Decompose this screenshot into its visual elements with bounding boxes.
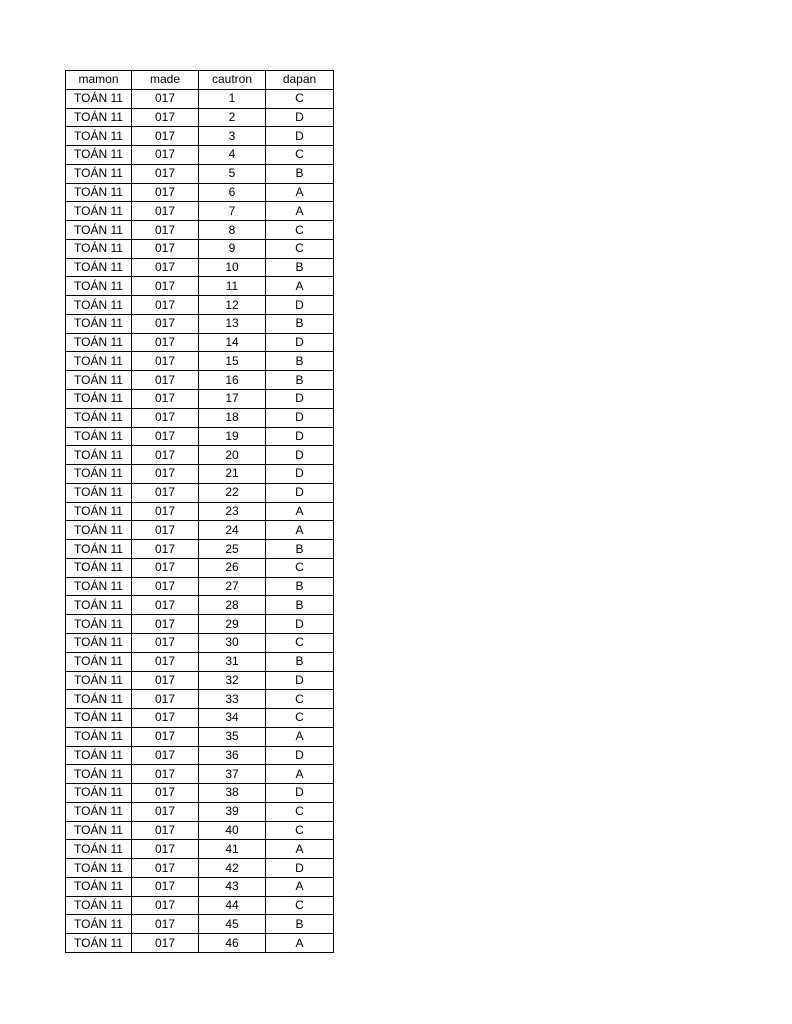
table-row (66, 840, 334, 859)
cell-mamon: TOÁN 11 (66, 258, 132, 277)
table-row (66, 427, 334, 446)
cell-mamon: TOÁN 11 (66, 277, 132, 296)
cell-mamon: TOÁN 11 (66, 127, 132, 146)
cell-dapan: B (266, 258, 334, 277)
cell-dapan: D (266, 784, 334, 803)
table-row (66, 483, 334, 502)
cell-mamon: TOÁN 11 (66, 408, 132, 427)
cell-dapan: D (266, 859, 334, 878)
header-row (66, 71, 334, 90)
cell-dapan: D (266, 296, 334, 315)
cell-dapan: A (266, 765, 334, 784)
cell-mamon: TOÁN 11 (66, 296, 132, 315)
table-row (66, 502, 334, 521)
cell-mamon: TOÁN 11 (66, 427, 132, 446)
cell-mamon: TOÁN 11 (66, 483, 132, 502)
cell-dapan: D (266, 746, 334, 765)
cell-cautron: 40 (199, 821, 266, 840)
cell-mamon: TOÁN 11 (66, 859, 132, 878)
cell-made: 017 (132, 596, 199, 615)
cell-cautron: 22 (199, 483, 266, 502)
cell-mamon: TOÁN 11 (66, 521, 132, 540)
cell-mamon: TOÁN 11 (66, 690, 132, 709)
cell-cautron: 4 (199, 146, 266, 165)
table-row (66, 146, 334, 165)
cell-cautron: 20 (199, 446, 266, 465)
column-header-made: made (132, 71, 199, 90)
cell-cautron: 43 (199, 877, 266, 896)
cell-made: 017 (132, 577, 199, 596)
table-row (66, 896, 334, 915)
table-row (66, 221, 334, 240)
cell-made: 017 (132, 352, 199, 371)
cell-dapan: C (266, 821, 334, 840)
cell-made: 017 (132, 146, 199, 165)
table-row (66, 465, 334, 484)
cell-made: 017 (132, 446, 199, 465)
cell-cautron: 7 (199, 202, 266, 221)
cell-dapan: C (266, 709, 334, 728)
cell-cautron: 35 (199, 727, 266, 746)
cell-dapan: B (266, 352, 334, 371)
cell-cautron: 26 (199, 558, 266, 577)
cell-dapan: C (266, 558, 334, 577)
table-row (66, 314, 334, 333)
cell-dapan: A (266, 202, 334, 221)
cell-made: 017 (132, 671, 199, 690)
cell-made: 017 (132, 615, 199, 634)
cell-made: 017 (132, 784, 199, 803)
cell-cautron: 21 (199, 465, 266, 484)
cell-made: 017 (132, 89, 199, 108)
cell-made: 017 (132, 840, 199, 859)
cell-dapan: A (266, 183, 334, 202)
cell-made: 017 (132, 258, 199, 277)
cell-cautron: 34 (199, 709, 266, 728)
cell-dapan: C (266, 896, 334, 915)
cell-made: 017 (132, 896, 199, 915)
cell-made: 017 (132, 934, 199, 953)
cell-cautron: 19 (199, 427, 266, 446)
cell-cautron: 46 (199, 934, 266, 953)
cell-mamon: TOÁN 11 (66, 371, 132, 390)
cell-cautron: 9 (199, 239, 266, 258)
cell-made: 017 (132, 408, 199, 427)
cell-cautron: 25 (199, 540, 266, 559)
cell-made: 017 (132, 652, 199, 671)
cell-dapan: B (266, 164, 334, 183)
table-row (66, 784, 334, 803)
table-row (66, 296, 334, 315)
cell-dapan: A (266, 502, 334, 521)
cell-dapan: C (266, 690, 334, 709)
cell-dapan: B (266, 371, 334, 390)
cell-mamon: TOÁN 11 (66, 671, 132, 690)
cell-made: 017 (132, 859, 199, 878)
cell-cautron: 5 (199, 164, 266, 183)
cell-mamon: TOÁN 11 (66, 765, 132, 784)
cell-mamon: TOÁN 11 (66, 802, 132, 821)
cell-dapan: D (266, 446, 334, 465)
cell-dapan: C (266, 146, 334, 165)
cell-cautron: 42 (199, 859, 266, 878)
table-row (66, 671, 334, 690)
table-row (66, 239, 334, 258)
table-row (66, 446, 334, 465)
cell-cautron: 38 (199, 784, 266, 803)
cell-made: 017 (132, 127, 199, 146)
cell-dapan: B (266, 596, 334, 615)
cell-mamon: TOÁN 11 (66, 558, 132, 577)
table-row (66, 765, 334, 784)
table-row (66, 521, 334, 540)
cell-dapan: C (266, 221, 334, 240)
cell-made: 017 (132, 108, 199, 127)
cell-cautron: 36 (199, 746, 266, 765)
table-row (66, 859, 334, 878)
cell-dapan: D (266, 390, 334, 409)
table-row (66, 915, 334, 934)
table-row (66, 258, 334, 277)
table-row (66, 577, 334, 596)
cell-mamon: TOÁN 11 (66, 896, 132, 915)
cell-cautron: 16 (199, 371, 266, 390)
table-row (66, 408, 334, 427)
cell-mamon: TOÁN 11 (66, 633, 132, 652)
cell-mamon: TOÁN 11 (66, 709, 132, 728)
cell-mamon: TOÁN 11 (66, 727, 132, 746)
table-row (66, 390, 334, 409)
cell-made: 017 (132, 915, 199, 934)
cell-made: 017 (132, 296, 199, 315)
cell-mamon: TOÁN 11 (66, 333, 132, 352)
cell-mamon: TOÁN 11 (66, 540, 132, 559)
table-row (66, 558, 334, 577)
cell-cautron: 12 (199, 296, 266, 315)
cell-cautron: 6 (199, 183, 266, 202)
table-row (66, 183, 334, 202)
cell-mamon: TOÁN 11 (66, 465, 132, 484)
cell-mamon: TOÁN 11 (66, 502, 132, 521)
cell-made: 017 (132, 239, 199, 258)
cell-cautron: 37 (199, 765, 266, 784)
cell-made: 017 (132, 465, 199, 484)
cell-mamon: TOÁN 11 (66, 821, 132, 840)
cell-cautron: 24 (199, 521, 266, 540)
table-row (66, 352, 334, 371)
table-row (66, 802, 334, 821)
table-row (66, 371, 334, 390)
cell-made: 017 (132, 164, 199, 183)
cell-dapan: A (266, 934, 334, 953)
cell-mamon: TOÁN 11 (66, 784, 132, 803)
cell-dapan: D (266, 483, 334, 502)
cell-dapan: B (266, 314, 334, 333)
cell-made: 017 (132, 314, 199, 333)
cell-cautron: 27 (199, 577, 266, 596)
cell-made: 017 (132, 221, 199, 240)
cell-made: 017 (132, 427, 199, 446)
cell-cautron: 39 (199, 802, 266, 821)
table-body (66, 89, 334, 952)
cell-mamon: TOÁN 11 (66, 202, 132, 221)
cell-made: 017 (132, 183, 199, 202)
table-row (66, 727, 334, 746)
cell-cautron: 41 (199, 840, 266, 859)
cell-dapan: D (266, 333, 334, 352)
table-row (66, 164, 334, 183)
cell-dapan: D (266, 108, 334, 127)
cell-cautron: 31 (199, 652, 266, 671)
cell-made: 017 (132, 371, 199, 390)
cell-mamon: TOÁN 11 (66, 164, 132, 183)
cell-made: 017 (132, 202, 199, 221)
cell-cautron: 44 (199, 896, 266, 915)
cell-mamon: TOÁN 11 (66, 183, 132, 202)
cell-cautron: 11 (199, 277, 266, 296)
cell-dapan: D (266, 427, 334, 446)
cell-mamon: TOÁN 11 (66, 314, 132, 333)
cell-cautron: 45 (199, 915, 266, 934)
cell-dapan: A (266, 277, 334, 296)
table-row (66, 615, 334, 634)
column-header-cautron: cautron (199, 71, 266, 90)
cell-cautron: 18 (199, 408, 266, 427)
table-row (66, 333, 334, 352)
cell-dapan: A (266, 727, 334, 746)
cell-cautron: 15 (199, 352, 266, 371)
cell-cautron: 1 (199, 89, 266, 108)
cell-cautron: 28 (199, 596, 266, 615)
cell-mamon: TOÁN 11 (66, 652, 132, 671)
table-row (66, 877, 334, 896)
cell-cautron: 2 (199, 108, 266, 127)
cell-dapan: A (266, 877, 334, 896)
cell-cautron: 23 (199, 502, 266, 521)
cell-cautron: 30 (199, 633, 266, 652)
table-row (66, 108, 334, 127)
cell-dapan: D (266, 127, 334, 146)
cell-mamon: TOÁN 11 (66, 746, 132, 765)
table-row (66, 127, 334, 146)
cell-cautron: 14 (199, 333, 266, 352)
table-row (66, 596, 334, 615)
cell-dapan: D (266, 465, 334, 484)
cell-cautron: 8 (199, 221, 266, 240)
cell-cautron: 32 (199, 671, 266, 690)
cell-made: 017 (132, 277, 199, 296)
cell-made: 017 (132, 390, 199, 409)
cell-dapan: D (266, 408, 334, 427)
table-row (66, 89, 334, 108)
table-row (66, 540, 334, 559)
cell-dapan: B (266, 577, 334, 596)
cell-dapan: B (266, 652, 334, 671)
table-row (66, 709, 334, 728)
cell-cautron: 29 (199, 615, 266, 634)
cell-made: 017 (132, 877, 199, 896)
answer-sheet (65, 70, 334, 953)
table-row (66, 202, 334, 221)
cell-made: 017 (132, 709, 199, 728)
cell-made: 017 (132, 333, 199, 352)
cell-mamon: TOÁN 11 (66, 596, 132, 615)
cell-dapan: D (266, 615, 334, 634)
cell-cautron: 17 (199, 390, 266, 409)
table-row (66, 633, 334, 652)
column-header-dapan: dapan (266, 71, 334, 90)
cell-dapan: B (266, 915, 334, 934)
cell-made: 017 (132, 727, 199, 746)
cell-made: 017 (132, 746, 199, 765)
cell-cautron: 13 (199, 314, 266, 333)
table-row (66, 690, 334, 709)
cell-dapan: D (266, 671, 334, 690)
cell-dapan: A (266, 840, 334, 859)
cell-dapan: B (266, 540, 334, 559)
cell-mamon: TOÁN 11 (66, 89, 132, 108)
cell-made: 017 (132, 540, 199, 559)
cell-mamon: TOÁN 11 (66, 239, 132, 258)
cell-made: 017 (132, 802, 199, 821)
cell-cautron: 33 (199, 690, 266, 709)
cell-dapan: C (266, 239, 334, 258)
cell-cautron: 3 (199, 127, 266, 146)
cell-dapan: C (266, 89, 334, 108)
cell-made: 017 (132, 502, 199, 521)
cell-mamon: TOÁN 11 (66, 146, 132, 165)
cell-mamon: TOÁN 11 (66, 577, 132, 596)
table-row (66, 277, 334, 296)
cell-made: 017 (132, 633, 199, 652)
cell-mamon: TOÁN 11 (66, 877, 132, 896)
table-row (66, 652, 334, 671)
cell-made: 017 (132, 765, 199, 784)
cell-mamon: TOÁN 11 (66, 934, 132, 953)
table-row (66, 821, 334, 840)
cell-dapan: C (266, 802, 334, 821)
cell-cautron: 10 (199, 258, 266, 277)
table-row (66, 934, 334, 953)
cell-mamon: TOÁN 11 (66, 840, 132, 859)
cell-mamon: TOÁN 11 (66, 221, 132, 240)
cell-mamon: TOÁN 11 (66, 615, 132, 634)
cell-mamon: TOÁN 11 (66, 915, 132, 934)
table-row (66, 746, 334, 765)
cell-mamon: TOÁN 11 (66, 108, 132, 127)
column-header-mamon: mamon (66, 71, 132, 90)
cell-made: 017 (132, 690, 199, 709)
cell-made: 017 (132, 483, 199, 502)
cell-dapan: A (266, 521, 334, 540)
cell-mamon: TOÁN 11 (66, 446, 132, 465)
cell-mamon: TOÁN 11 (66, 390, 132, 409)
cell-made: 017 (132, 521, 199, 540)
cell-made: 017 (132, 821, 199, 840)
cell-mamon: TOÁN 11 (66, 352, 132, 371)
answer-key-table (65, 70, 334, 953)
cell-made: 017 (132, 558, 199, 577)
cell-dapan: C (266, 633, 334, 652)
